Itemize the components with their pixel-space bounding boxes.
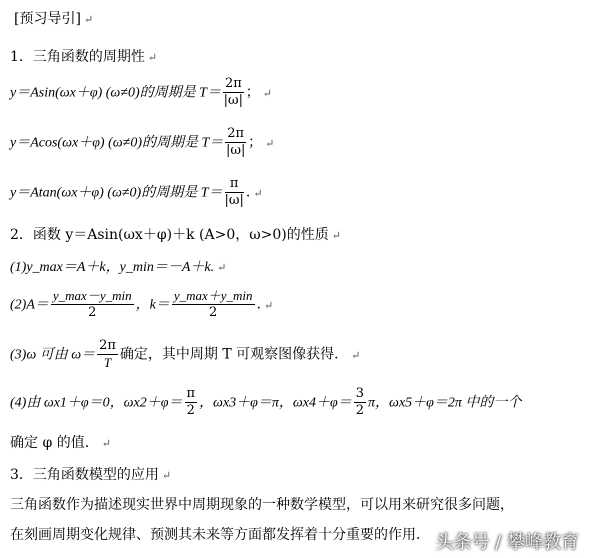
fraction: $\frac{2\pi}{|\omega|}$ [223, 76, 244, 108]
formula-cos-period: y＝Acos(ωx＋φ) (ω≠0)的周期是 T＝ $\frac{2\pi}{|\omega|}$ ； ↵ [10, 126, 275, 158]
fraction: $\frac{2\pi}{T}$ [99, 338, 116, 370]
property-4: (4)由 ωx1＋φ＝0，ωx2＋φ＝ $\frac{\pi}{2}$ ，ωx3＋φ＝π，ωx4＋φ＝ $\frac{3}{2}$ π，ωx5＋φ＝2π 中的一个 [10, 386, 522, 418]
property-2: (2)A＝ $\frac{y\_\max-y\_\min}{2}$ ，k＝ $\frac{y\_\max+y\_\min}{2}$ . ↵ [10, 288, 274, 320]
body-line-1: 三角函数作为描述现实世界中周期现象的一种数学模型，可以用来研究很多问题， [10, 497, 514, 513]
fraction: $\frac{\pi}{2}$ [186, 386, 196, 418]
fraction: $\frac{y\_\max-y\_\min}{2}$ [52, 288, 132, 320]
fraction: $\frac{y\_\max+y\_\min}{2}$ [173, 288, 253, 320]
section-1-title: 1．三角函数的周期性 ↵ [10, 49, 158, 65]
section-3-title: 3．三角函数模型的应用 ↵ [10, 467, 172, 483]
property-3: (3)ω 可由 ω＝ $\frac{2\pi}{T}$ 确定，其中周期 T 可观察图像获得． ↵ [10, 338, 361, 370]
paragraph-mark: ↵ [147, 51, 158, 64]
section-2-title: 2．函数 y＝Asin(ωx＋φ)＋k (A>0，ω>0)的性质 ↵ [10, 227, 341, 243]
section-header: [预习导引] ↵ [14, 11, 94, 27]
fraction: $\frac{2\pi}{|\omega|}$ [226, 126, 246, 158]
formula-sin-period: y＝Asin(ωx＋φ) (ω≠0)的周期是 T＝ $\frac{2\pi}{|\omega|}$ ； ↵ [10, 76, 272, 108]
fraction: $\frac{3}{2}$ [355, 386, 365, 418]
property-1: (1)y_max＝A＋k，y_min＝－A＋k. ↵ [10, 260, 227, 275]
fraction: $\frac{\pi}{|\omega|}$ [224, 176, 244, 208]
formula-tan-period: y＝Atan(ωx＋φ) (ω≠0)的周期是 T＝ $\frac{\pi}{|\omega|}$ . ↵ [10, 176, 263, 208]
paragraph-mark: ↵ [83, 13, 94, 26]
property-4-cont: 确定 φ 的值． ↵ [10, 435, 111, 451]
watermark: 头条号 / 攀峰教育 [435, 532, 579, 553]
body-line-2: 在刻画周期变化规律、预测其未来等方面都发挥着十分重要的作用． [10, 527, 430, 543]
